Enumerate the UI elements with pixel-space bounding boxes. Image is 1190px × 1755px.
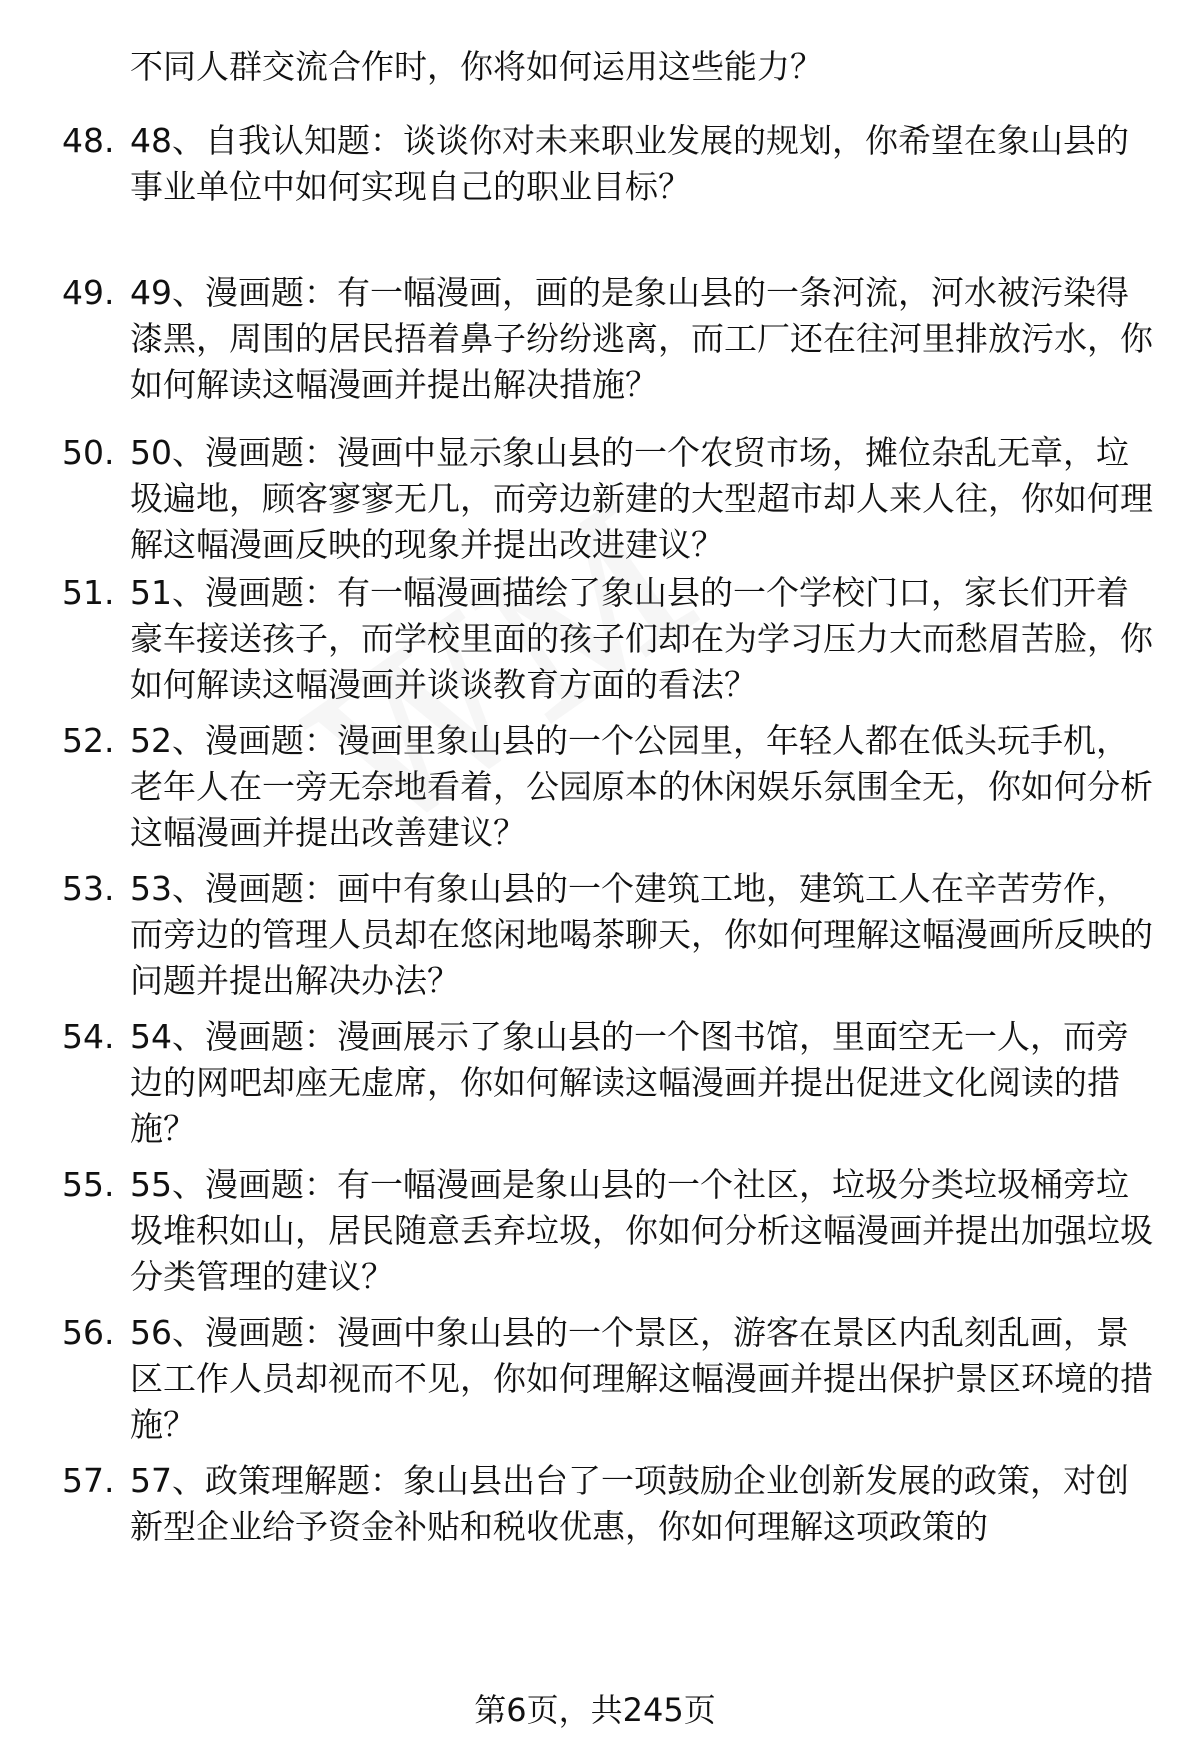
question-number: 48.	[62, 121, 115, 160]
question-number: 54.	[62, 1017, 115, 1056]
question-number: 52.	[62, 721, 115, 760]
question-number: 50.	[62, 433, 115, 472]
question-number: 51.	[62, 573, 115, 612]
question-text: 54、漫画题：漫画展示了象山县的一个图书馆，里面空无一人，而旁边的网吧却座无虚席，你如何解读这幅漫画并提出促进文化阅读的措施？	[130, 1017, 1129, 1148]
question-item	[62, 866, 1162, 1014]
question-item	[62, 270, 1162, 430]
question-number: 57.	[62, 1461, 115, 1500]
question-number: 56.	[62, 1313, 115, 1352]
question-item	[62, 570, 1162, 718]
question-item	[62, 430, 1162, 570]
question-item	[62, 718, 1162, 866]
question-text: 48、自我认知题：谈谈你对未来职业发展的规划，你希望在象山县的事业单位中如何实现自己的职业目标？	[130, 121, 1129, 206]
question-number: 53.	[62, 869, 115, 908]
carryover-text: 不同人群交流合作时，你将如何运用这些能力？	[130, 47, 823, 86]
question-item	[62, 1014, 1162, 1162]
question-text: 49、漫画题：有一幅漫画，画的是象山县的一条河流，河水被污染得漆黑，周围的居民捂着鼻子纷纷逃离，而工厂还在往河里排放污水，你如何解读这幅漫画并提出解决措施？	[130, 273, 1153, 404]
question-item	[62, 1162, 1162, 1310]
question-text: 53、漫画题：画中有象山县的一个建筑工地，建筑工人在辛苦劳作，而旁边的管理人员却在悠闲地喝茶聊天，你如何理解这幅漫画所反映的问题并提出解决办法？	[130, 869, 1153, 1000]
question-text: 55、漫画题：有一幅漫画是象山县的一个社区，垃圾分类垃圾桶旁垃圾堆积如山，居民随意丢弃垃圾，你如何分析这幅漫画并提出加强垃圾分类管理的建议？	[130, 1165, 1153, 1296]
question-text: 52、漫画题：漫画里象山县的一个公园里，年轻人都在低头玩手机，老年人在一旁无奈地看着，公园原本的休闲娱乐氛围全无，你如何分析这幅漫画并提出改善建议？	[130, 721, 1153, 852]
page-footer: 第6页，共245页	[474, 1691, 716, 1729]
question-item	[62, 1458, 1162, 1558]
question-item	[62, 118, 1162, 286]
question-number: 55.	[62, 1165, 115, 1204]
question-text: 57、政策理解题：象山县出台了一项鼓励企业创新发展的政策，对创新型企业给予资金补贴和税收优惠，你如何理解这项政策的	[130, 1461, 1129, 1546]
question-text: 50、漫画题：漫画中显示象山县的一个农贸市场，摊位杂乱无章，垃圾遍地，顾客寥寥无几，而旁边新建的大型超市却人来人往，你如何理解这幅漫画反映的现象并提出改进建议？	[130, 433, 1153, 564]
question-list	[62, 118, 1162, 1558]
question-number: 49.	[62, 273, 115, 312]
question-text: 56、漫画题：漫画中象山县的一个景区，游客在景区内乱刻乱画，景区工作人员却视而不见，你如何理解这幅漫画并提出保护景区环境的措施？	[130, 1313, 1153, 1444]
question-text: 51、漫画题：有一幅漫画描绘了象山县的一个学校门口，家长们开着豪车接送孩子，而学校里面的孩子们却在为学习压力大而愁眉苦脸，你如何解读这幅漫画并谈谈教育方面的看法？	[130, 573, 1153, 704]
question-item	[62, 1310, 1162, 1458]
